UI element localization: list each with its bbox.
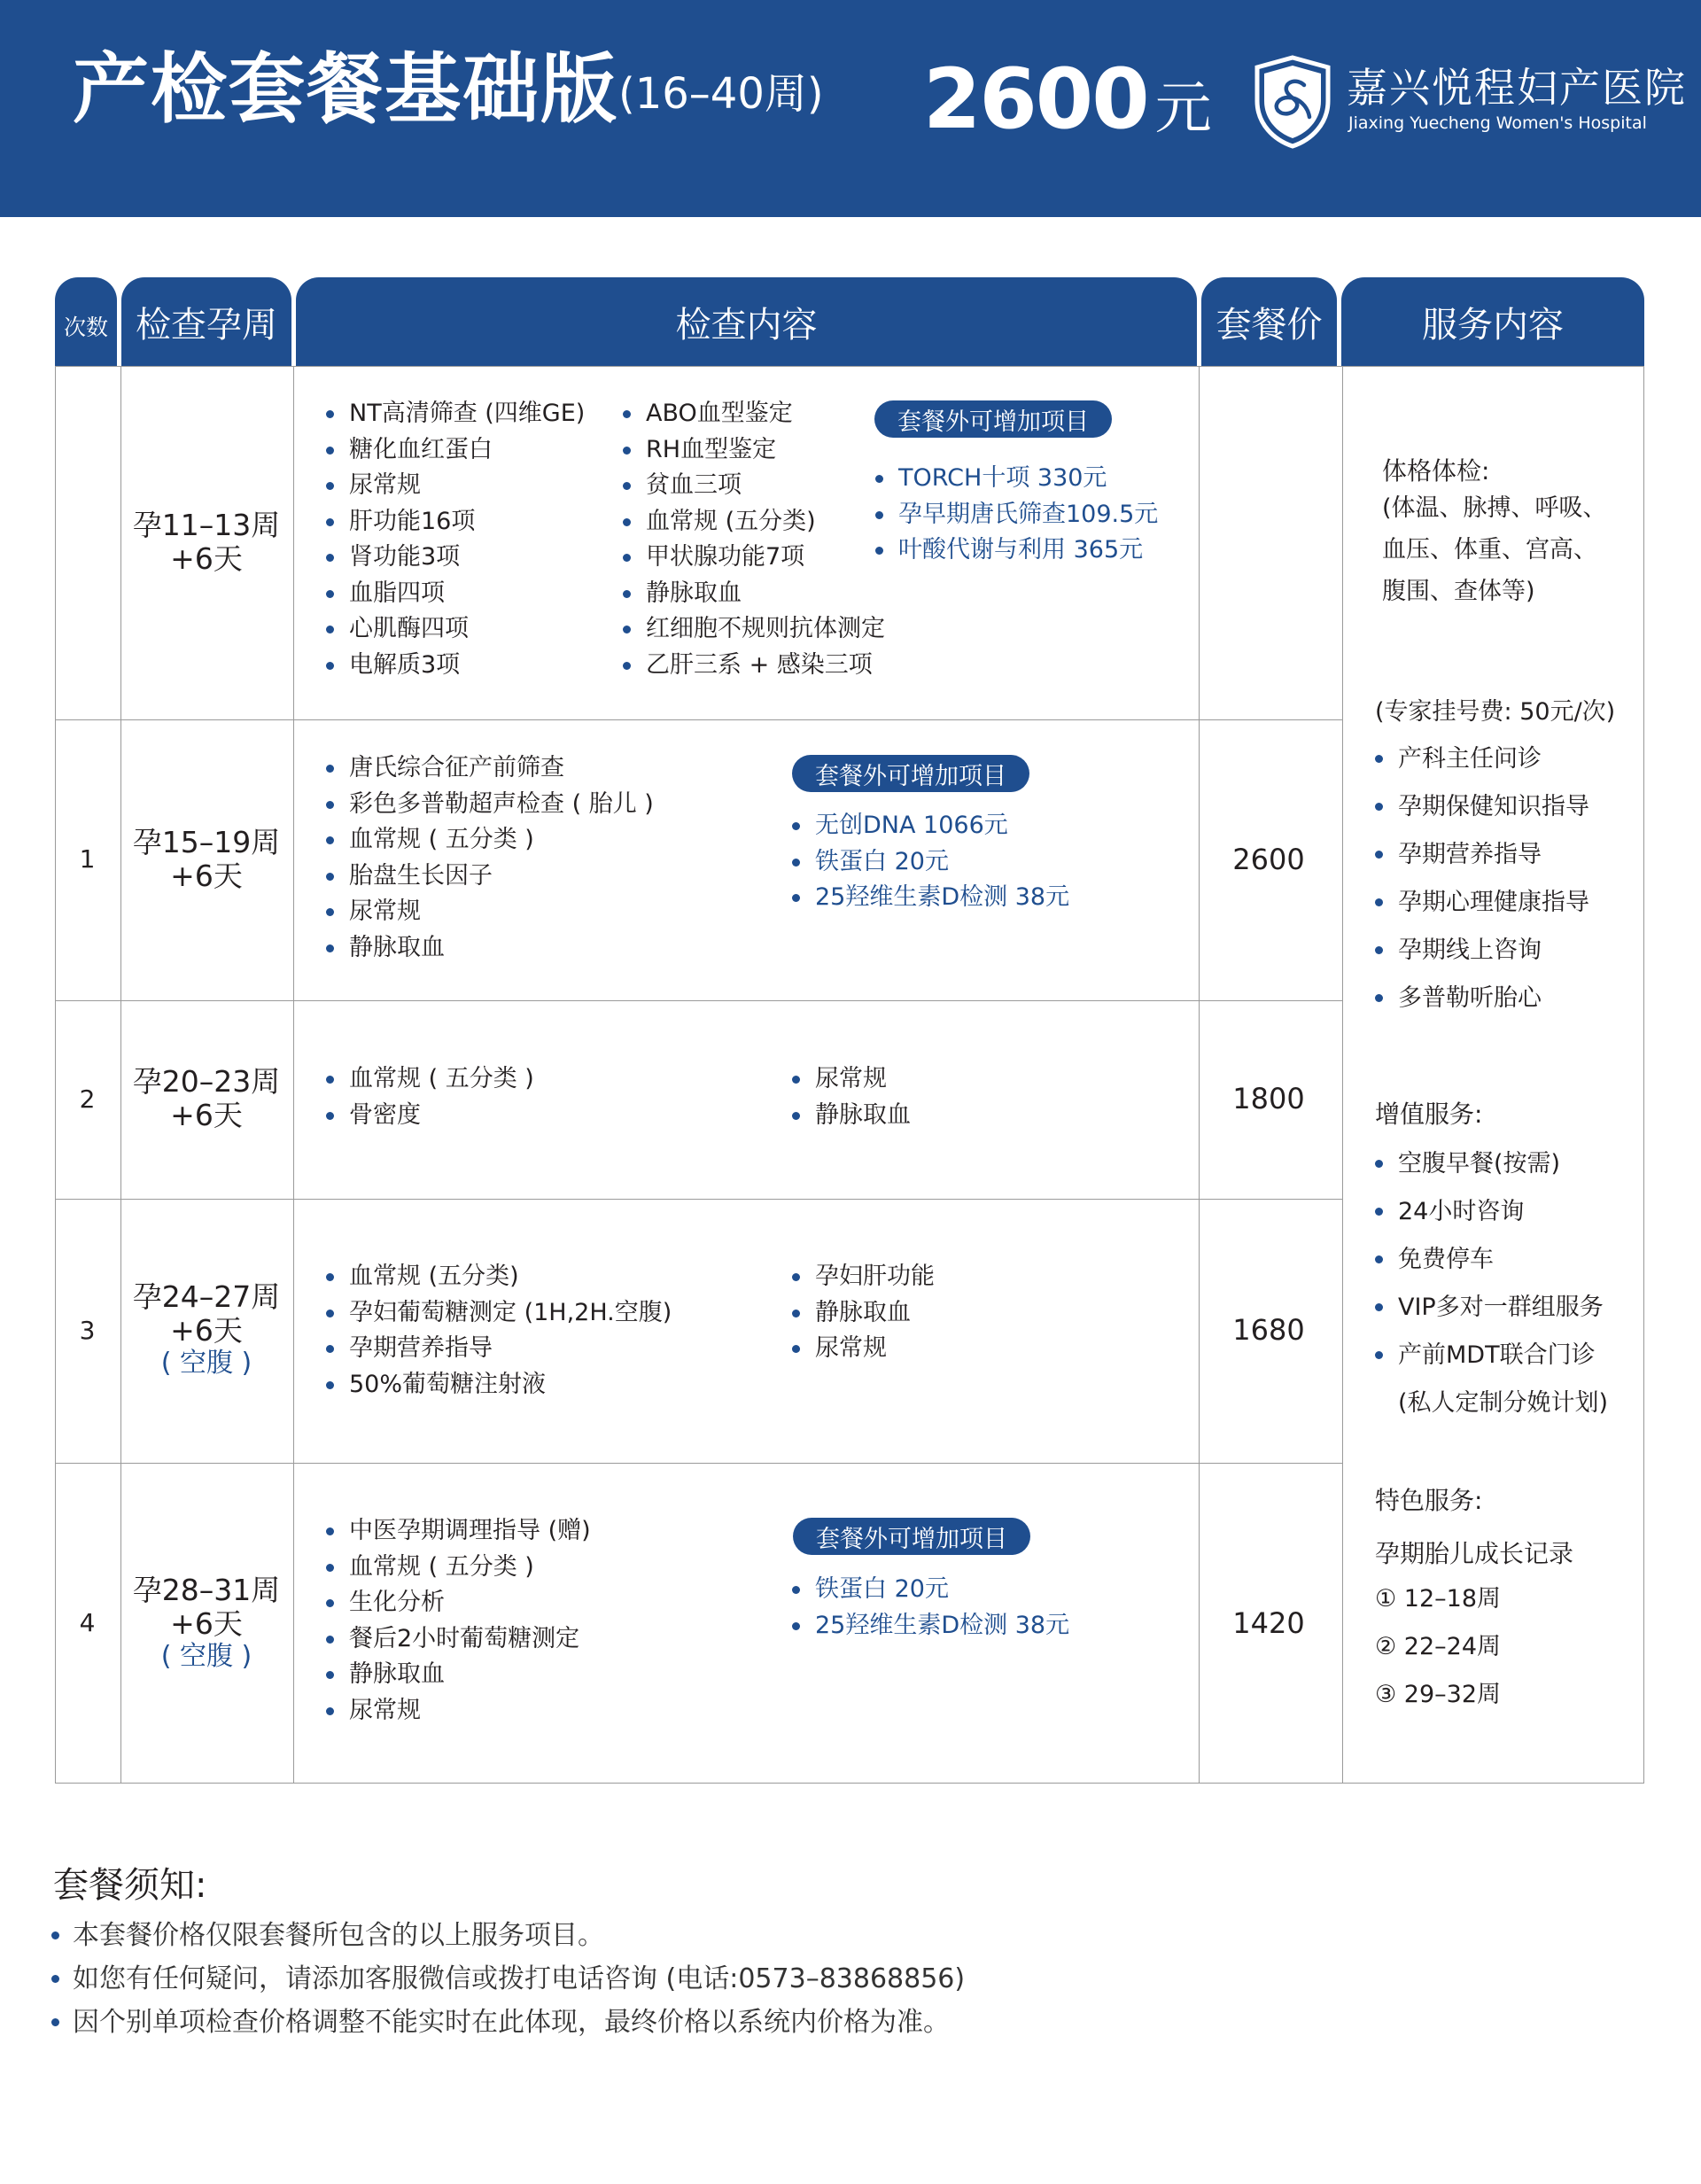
visit-number: 3: [79, 1315, 96, 1345]
expert-service-list: [1375, 735, 1589, 1022]
exam-item: 孕妇肝功能: [792, 1259, 935, 1295]
price-cell: [1198, 1198, 1340, 1462]
week-cell: [121, 999, 291, 1198]
exam-item: 血脂四项: [326, 576, 585, 612]
visit-number: 2: [79, 1084, 96, 1114]
exam-item: 50%葡萄糖注射液: [326, 1367, 672, 1403]
header-price: 套餐价: [1201, 277, 1337, 366]
exam-item: 肾功能3项: [326, 540, 585, 576]
extra-items-list: [792, 808, 1069, 916]
header-count: 次数: [55, 277, 117, 366]
package-price: [923, 51, 1212, 148]
count-cell: [55, 999, 120, 1198]
week-range: 孕20–23周: [132, 1064, 281, 1099]
feature-service-title: 特色服务:: [1375, 1486, 1483, 1515]
exam-item: 孕妇葡萄糖测定 (1H,2H.空腹): [326, 1295, 672, 1332]
week-cell: [121, 719, 291, 999]
exam-item: 电解质3项: [326, 648, 585, 684]
exam-item: 乙肝三系 + 感染三项: [623, 648, 885, 684]
exam-item: 贫血三项: [623, 468, 885, 504]
notes-list: [51, 1914, 965, 2044]
service-item: VIP多对一群组服务: [1375, 1284, 1608, 1332]
exam-item: 血常规 ( 五分类 ): [326, 1061, 534, 1098]
exam-item: 彩色多普勒超声检查 ( 胎儿 ): [326, 787, 654, 823]
exam-item: 静脉取血: [792, 1295, 935, 1332]
exam-item: ABO血型鉴定: [623, 396, 885, 432]
physical-exam-details: [1382, 487, 1607, 612]
physical-exam-line: 血压、体重、宫高、: [1382, 536, 1597, 563]
exam-item: 尿常规: [326, 894, 654, 930]
header-content: 检查内容: [296, 277, 1197, 366]
exam-item: 甲状腺功能7项: [623, 540, 885, 576]
week-range: 孕24–27周: [132, 1279, 281, 1314]
count-cell: [55, 1462, 120, 1784]
feature-item: ① 12–18周: [1375, 1585, 1502, 1613]
notes-title: 套餐须知:: [53, 1865, 207, 1906]
exam-list: [326, 396, 585, 683]
page-title: [73, 45, 824, 134]
visit-price: 2600: [1232, 842, 1305, 876]
service-item: 多普勒听胎心: [1375, 975, 1589, 1022]
price-cell: [1198, 999, 1340, 1198]
service-item: 产前MDT联合门诊: [1375, 1332, 1608, 1380]
value-service-title: 增值服务:: [1375, 1100, 1483, 1129]
service-item: 孕期心理健康指导: [1375, 879, 1589, 927]
exam-list: [623, 396, 885, 683]
count-cell: [55, 719, 120, 999]
week-days: +6天: [170, 541, 243, 576]
visit-number: 1: [79, 844, 96, 874]
title-week-range: (16–40周): [618, 69, 824, 119]
exam-item: 血常规 ( 五分类 ): [326, 1550, 591, 1586]
count-cell: [55, 1198, 120, 1462]
note-item: 如您有任何疑问，请添加客服微信或拨打电话咨询 (电话:0573–83868856): [51, 1957, 965, 2001]
service-item: 孕期营养指导: [1375, 831, 1589, 879]
feature-item: ③ 29–32周: [1375, 1681, 1502, 1708]
visit-price: 1420: [1232, 1605, 1305, 1640]
exam-item: 红细胞不规则抗体测定: [623, 611, 885, 648]
note-item: 本套餐价格仅限套餐所包含的以上服务项目。: [51, 1914, 965, 1957]
exam-item: 肝功能16项: [326, 504, 585, 540]
grid-line: [1342, 367, 1343, 1783]
extra-items-list: [875, 461, 1158, 569]
exam-list: [326, 1061, 534, 1133]
week-days: +6天: [170, 1098, 243, 1132]
physical-exam-line: (体温、脉搏、呼吸、: [1382, 494, 1607, 522]
hospital-name-cn: 嘉兴悦程妇产医院: [1347, 64, 1687, 112]
exam-item: 心肌酶四项: [326, 611, 585, 648]
visit-number: 4: [79, 1608, 96, 1637]
exam-item: 唐氏综合征产前筛查: [326, 750, 654, 787]
extra-items-badge: 套餐外可增加项目: [874, 400, 1112, 438]
extra-items-badge: 套餐外可增加项目: [792, 755, 1029, 792]
exam-item: 血常规 ( 五分类 ): [326, 822, 654, 859]
exam-item: 餐后2小时葡萄糖测定: [326, 1621, 591, 1658]
extra-items-list: [792, 1572, 1069, 1644]
physical-exam-title: 体格体检:: [1382, 456, 1490, 486]
week-days: +6天: [170, 1313, 243, 1348]
exam-list: [326, 1259, 672, 1403]
exam-item: 静脉取血: [792, 1098, 911, 1134]
extra-item: 无创DNA 1066元: [792, 808, 1069, 844]
exam-item: 尿常规: [792, 1061, 911, 1098]
header-service: 服务内容: [1341, 277, 1644, 366]
exam-item: 胎盘生长因子: [326, 859, 654, 895]
service-item: 免费停车: [1375, 1236, 1608, 1284]
exam-item: 糖化血红蛋白: [326, 432, 585, 469]
value-service-list: [1375, 1140, 1608, 1427]
feature-service-subtitle: 孕期胎儿成长记录: [1375, 1539, 1574, 1568]
fasting-note: ( 空腹 ): [160, 1640, 252, 1672]
page-header: [0, 0, 1701, 217]
service-item: 孕期线上咨询: [1375, 927, 1589, 975]
fasting-note: ( 空腹 ): [160, 1348, 252, 1379]
feature-item: ② 22–24周: [1375, 1633, 1502, 1660]
grid-line: [293, 367, 294, 1783]
exam-item: 血常规 (五分类): [623, 504, 885, 540]
physical-exam-line: 腹围、查体等): [1382, 578, 1535, 605]
price-value: 2600: [923, 51, 1148, 148]
service-item: 产科主任问诊: [1375, 735, 1589, 783]
exam-item: 静脉取血: [326, 1657, 591, 1693]
exam-item: 尿常规: [326, 468, 585, 504]
exam-list: [792, 1061, 911, 1133]
price-unit: 元: [1154, 76, 1212, 142]
visit-price: 1680: [1232, 1313, 1305, 1347]
price-cell: [1198, 1462, 1340, 1784]
week-cell: [121, 1198, 291, 1462]
exam-list: [326, 750, 654, 966]
exam-item: NT高清筛查 (四维GE): [326, 396, 585, 432]
header-week: 检查孕周: [121, 277, 291, 366]
exam-item: 尿常规: [326, 1693, 591, 1729]
week-days: +6天: [170, 858, 243, 893]
exam-item: 血常规 (五分类): [326, 1259, 672, 1295]
hospital-name-en: Jiaxing Yuecheng Women's Hospital: [1348, 113, 1647, 133]
week-cell: [121, 366, 291, 719]
title-text: 产检套餐基础版: [73, 45, 618, 134]
service-item-note: (私人定制分娩计划): [1398, 1389, 1609, 1417]
expert-fee: (专家挂号费: 50元/次): [1375, 698, 1616, 726]
exam-list: [792, 1259, 935, 1367]
exam-item: 尿常规: [792, 1331, 935, 1367]
service-item: 空腹早餐(按需): [1375, 1140, 1608, 1188]
week-range: 孕15–19周: [132, 824, 281, 859]
note-item: 因个别单项检查价格调整不能实时在此体现，最终价格以系统内价格为准。: [51, 2001, 965, 2044]
service-item: 孕期保健知识指导: [1375, 783, 1589, 831]
extra-item: TORCH十项 330元: [875, 461, 1158, 497]
service-item: 24小时咨询: [1375, 1188, 1608, 1236]
extra-items-badge: 套餐外可增加项目: [793, 1518, 1030, 1555]
extra-item: 25羟维生素D检测 38元: [792, 1608, 1069, 1644]
week-range: 孕28–31周: [132, 1572, 281, 1607]
extra-item: 25羟维生素D检测 38元: [792, 880, 1069, 916]
week-days: +6天: [170, 1605, 243, 1641]
week-range: 孕11–13周: [132, 508, 281, 542]
hospital-logo-icon: [1253, 55, 1332, 149]
extra-item: 铁蛋白 20元: [792, 844, 1069, 881]
exam-list: [326, 1513, 591, 1729]
week-cell: [121, 1462, 291, 1784]
extra-item: 铁蛋白 20元: [792, 1572, 1069, 1608]
exam-item: 静脉取血: [326, 930, 654, 967]
exam-item: 孕期营养指导: [326, 1331, 672, 1367]
extra-item: 叶酸代谢与利用 365元: [875, 532, 1158, 569]
exam-item: 骨密度: [326, 1098, 534, 1134]
exam-item: 静脉取血: [623, 576, 885, 612]
price-cell: [1198, 719, 1340, 999]
feature-service-list: [1375, 1575, 1501, 1719]
exam-item: RH血型鉴定: [623, 432, 885, 469]
exam-item: 中医孕期调理指导 (赠): [326, 1513, 591, 1550]
extra-item: 孕早期唐氏筛查109.5元: [875, 497, 1158, 533]
visit-price: 1800: [1232, 1082, 1305, 1115]
exam-item: 生化分析: [326, 1585, 591, 1621]
